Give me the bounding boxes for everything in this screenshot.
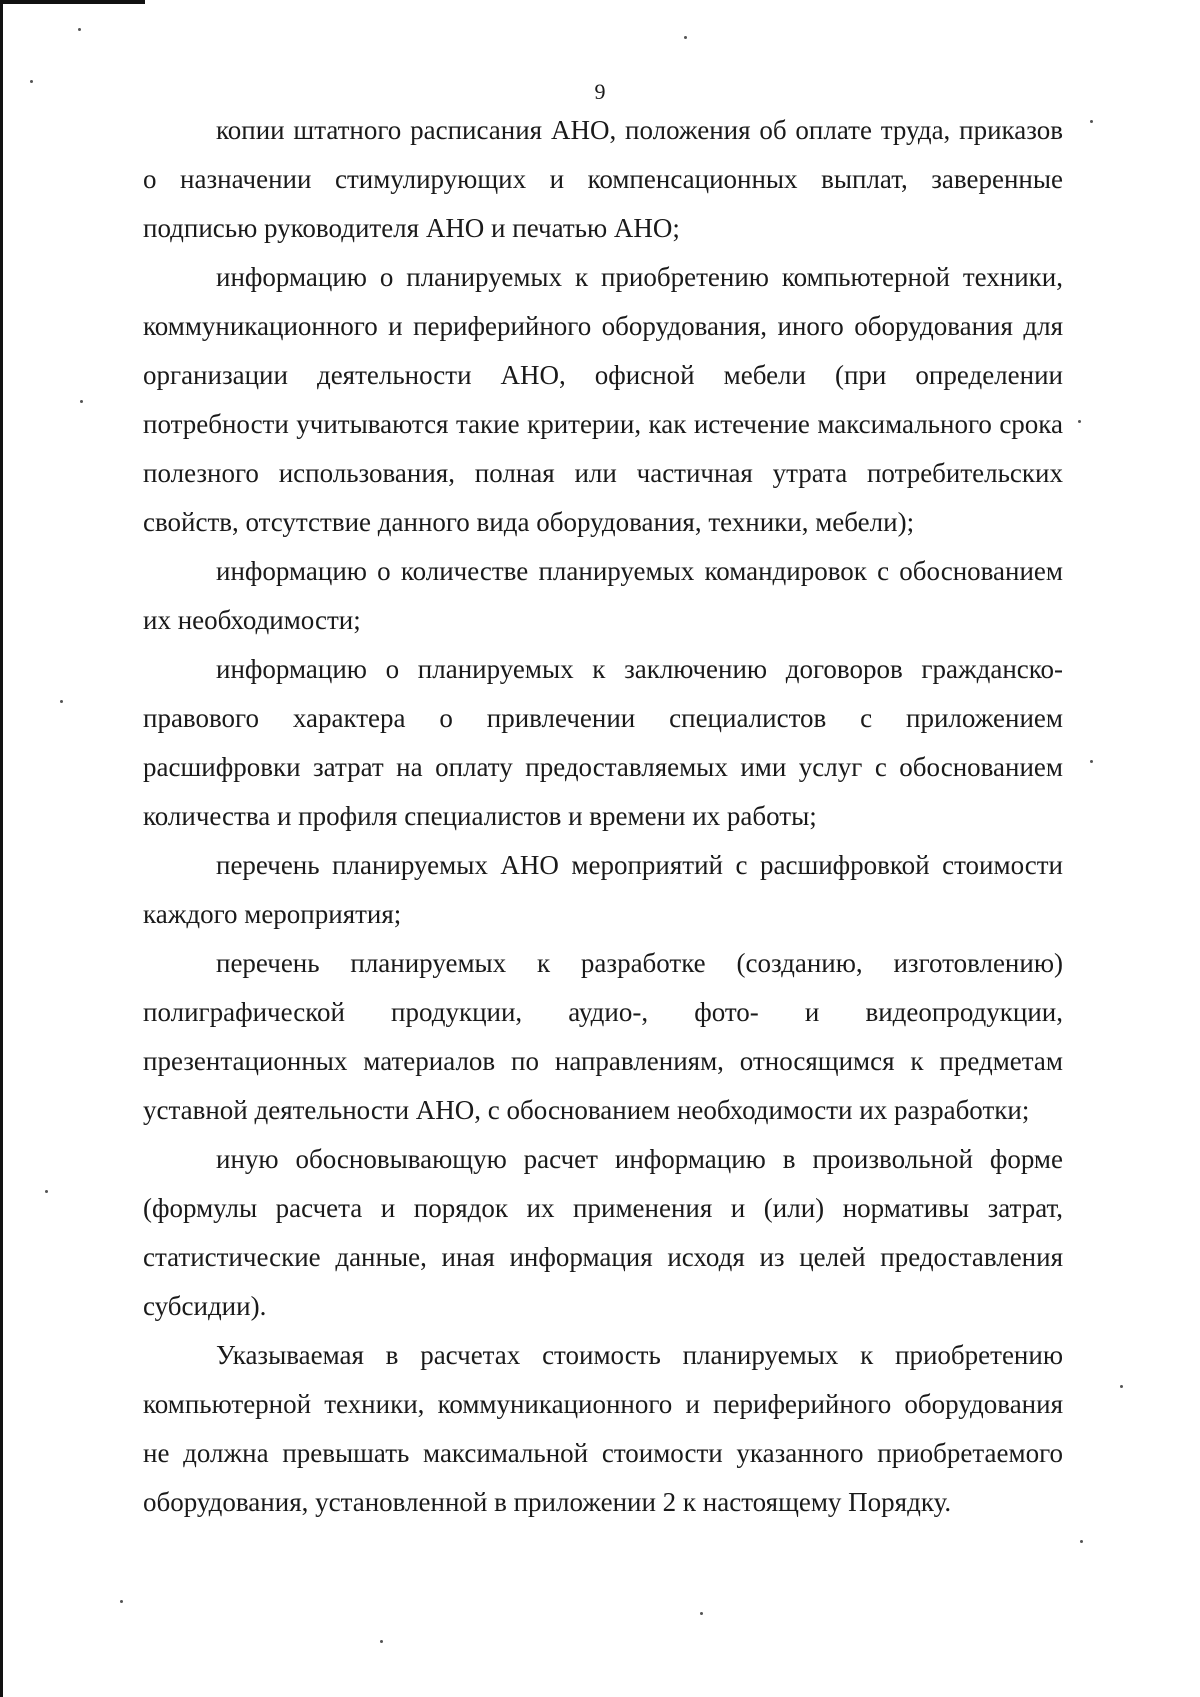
scan-speck — [45, 1190, 48, 1193]
paragraph-civil-contracts: информацию о планируемых к заключению договоров гражданско-правового характера о привлечении специалистов с приложением расшифровки затрат на оплату предоставляемых ими услуг с обоснованием количества и профиля специалистов и времени их работы; — [143, 654, 1063, 831]
scan-edge-left — [0, 0, 3, 1697]
scan-edge-top — [0, 0, 145, 4]
paragraph-equipment-info: информацию о планируемых к приобретению компьютерной техники, коммуникационного и периферийного оборудования, иного оборудования для организации деятельности АНО, офисной мебели (при определении потребности учитываются такие критерии, как истечение максимального срока полезного использования, полная или частичная утрата потребительских свойств, отсутствие данного вида оборудования, техники, мебели); — [143, 262, 1063, 537]
scan-speck — [1080, 1540, 1083, 1543]
paragraph-staffing-documents: копии штатного расписания АНО, положения об оплате труда, приказов о назначении стимулирующих и компенсационных выплат, заверенные подписью руководителя АНО и печатью АНО; — [143, 115, 1063, 243]
scan-speck — [700, 1612, 703, 1615]
scan-speck — [120, 1600, 123, 1603]
scan-speck — [380, 1640, 383, 1643]
paragraph-events-list: перечень планируемых АНО мероприятий с расшифровкой стоимости каждого мероприятия; — [143, 850, 1063, 929]
paragraph-business-trips: информацию о количестве планируемых командировок с обоснованием их необходимости; — [143, 556, 1063, 635]
scan-speck — [78, 28, 81, 31]
page-number: 9 — [594, 79, 606, 104]
scan-speck — [1090, 760, 1093, 763]
scan-speck — [684, 36, 687, 39]
paragraph-other-justification: иную обосновывающую расчет информацию в произвольной форме (формулы расчета и порядок их применения и (или) нормативы затрат, статистические данные, иная информация исходя из целей предоставления субсидии). — [143, 1144, 1063, 1321]
document-body — [143, 106, 1063, 1527]
scan-speck — [1090, 120, 1093, 123]
paragraph-print-products: перечень планируемых к разработке (созданию, изготовлению) полиграфической продукции, аудио-, фото- и видеопродукции, презентационных материалов по направлениям, относящимся к предметам уставной деятельности АНО, с обоснованием необходимости их разработки; — [143, 948, 1063, 1125]
scan-speck — [1078, 420, 1081, 423]
paragraph-max-cost-limit: Указываемая в расчетах стоимость планируемых к приобретению компьютерной техники, коммуникационного и периферийного оборудования не должна превышать максимальной стоимости указанного приобретаемого оборудования, установленной в приложении 2 к настоящему Порядку. — [143, 1340, 1063, 1517]
scan-speck — [1120, 1385, 1123, 1388]
scan-speck — [80, 400, 83, 403]
scan-speck — [60, 700, 63, 703]
